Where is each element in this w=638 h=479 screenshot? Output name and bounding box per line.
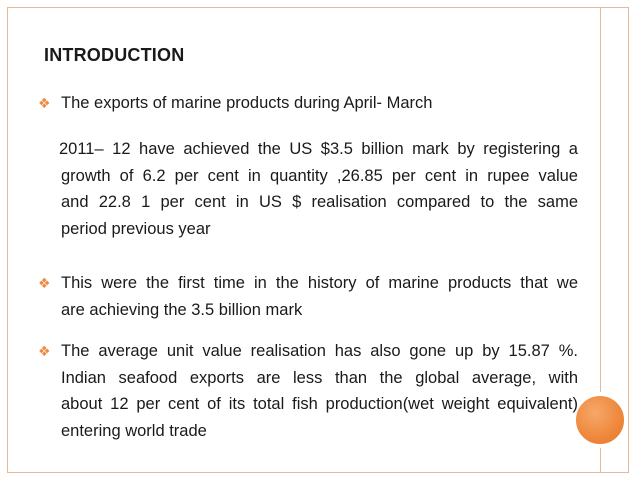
bullet-1-line-2: growth of 6.2 per cent in quantity ,26.85 per cent in rupee value	[61, 166, 578, 185]
bullet-1-line-3: and 22.8 1 per cent in US $ realisation compared to the same	[61, 193, 578, 211]
bullet-3-text	[61, 338, 578, 444]
slide-title: INTRODUCTION	[44, 45, 185, 65]
bullet-icon: ❖	[38, 276, 51, 292]
bullet-icon: ❖	[38, 96, 51, 112]
bullet-3-line-2: Indian seafood exports are less than the global average, with	[61, 368, 578, 387]
bullet-3-line-1: The average unit value realisation has also gone up by 15.87 %.	[61, 342, 578, 360]
bullet-3-line-4: entering world trade	[61, 421, 207, 440]
bullet-icon: ❖	[38, 344, 51, 360]
bullet-1-lead: The exports of marine products during April- March	[61, 94, 433, 112]
bullet-2-line-2: are achieving the 3.5 billion mark	[61, 300, 303, 319]
bullet-2-text	[61, 270, 578, 323]
bullet-1-continuation	[61, 136, 578, 242]
bullet-2-line-1: This were the first time in the history of marine products that we	[61, 274, 578, 292]
decorative-orange-circle	[572, 392, 628, 448]
bullet-1-line-1: 2011– 12 have achieved the US $3.5 billion mark by registering a	[59, 140, 578, 158]
bullet-1-line-4: period previous year	[61, 219, 211, 238]
bullet-3-line-3: about 12 per cent of its total fish production(wet weight equivalent)	[61, 395, 578, 413]
bullet-1-text	[61, 90, 578, 117]
